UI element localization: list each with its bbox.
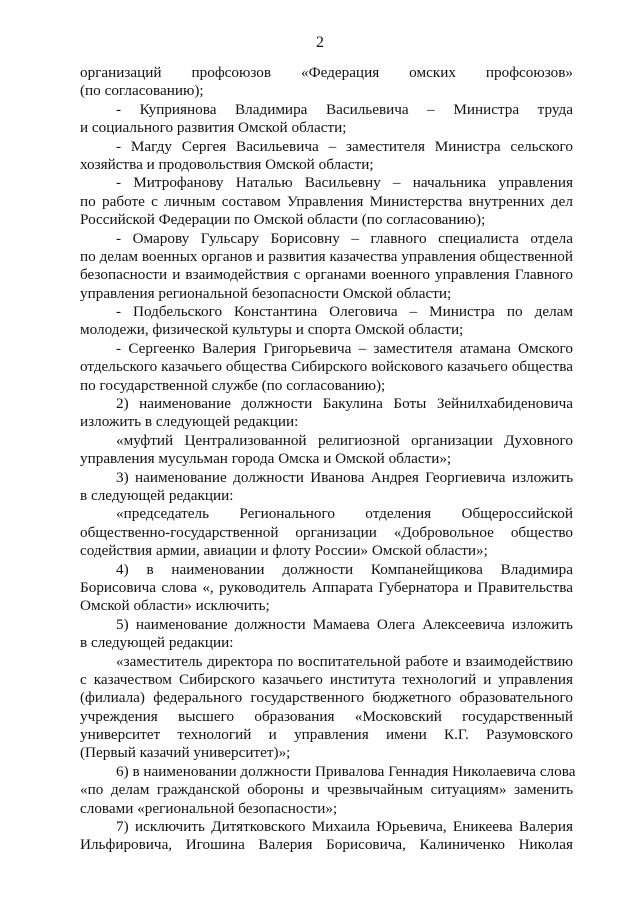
text-line: изложить в следующей редакции: <box>80 413 299 431</box>
text-line: «по делам гражданской обороны и чрезвычайным ситуациям» заменить <box>80 781 573 799</box>
text-line: содействия армии, авиации и флоту России» Омской области»; <box>80 542 488 560</box>
text-line: 2) наименование должности Бакулина Боты Зейнилхабиденовича <box>116 395 573 413</box>
text-line: отдельского казачьего общества Сибирского войскового казачьего общества <box>80 358 573 376</box>
text-line: словами «региональной безопасности»; <box>80 799 338 817</box>
text-line: - Омарову Гульсару Борисовну – главного специалиста отдела <box>116 229 573 247</box>
text-line: по работе с личным составом Управления Министерства внутренних дел <box>80 192 573 210</box>
text-line: в следующей редакции: <box>80 486 234 504</box>
text-line: в следующей редакции: <box>80 634 234 652</box>
text-line: 4) в наименовании должности Компанейщикова Владимира <box>116 560 573 578</box>
text-line: по государственной службе (по согласованию); <box>80 376 386 394</box>
text-line: 7) исключить Дитятковского Михаила Юрьевича, Еникеева Валерия <box>116 818 573 836</box>
text-line: с казачеством Сибирского казачьего института технологий и управления <box>80 670 573 688</box>
page-number: 2 <box>316 34 324 51</box>
text-line: «заместитель директора по воспитательной работе и взаимодействию <box>116 652 573 670</box>
text-line: организаций профсоюзов «Федерация омских профсоюзов» <box>80 64 573 81</box>
text-line: - Подбельского Константина Олеговича – Министра по делам <box>116 303 573 321</box>
text-line: (Первый казачий университет)»; <box>80 744 291 762</box>
text-line: Ильфировича, Игошина Валерия Борисовича, Калиниченко Николая <box>80 836 573 854</box>
text-line: 6) в наименовании должности Привалова Геннадия Николаевича слова <box>116 762 576 780</box>
text-line: по делам военных органов и развития казачества управления общественной <box>80 247 573 265</box>
text-line: - Магду Сергея Васильевича – заместителя Министра сельского <box>116 137 573 155</box>
text-line: и социального развития Омской области; <box>80 119 347 137</box>
text-line: Борисовича слова «, руководитель Аппарата Губернатора и Правительства <box>80 578 573 596</box>
text-line: молодежи, физической культуры и спорта Омской области; <box>80 321 464 339</box>
text-line: хозяйства и продовольствия Омской области; <box>80 155 374 173</box>
text-line: университет технологий и управления имени К.Г. Разумовского <box>80 726 573 744</box>
text-line: (по согласованию); <box>80 82 204 100</box>
text-line: управления мусульман города Омска и Омской области»; <box>80 450 452 468</box>
text-line: «муфтий Централизованной религиозной организации Духовного <box>116 431 573 449</box>
text-line: - Сергеенко Валерия Григорьевича – заместителя атамана Омского <box>116 339 573 357</box>
text-line: - Куприянова Владимира Васильевича – Министра труда <box>116 100 573 118</box>
text-line: Российской Федерации по Омской области (по согласованию); <box>80 211 486 229</box>
text-line: «председатель Регионального отделения Общероссийской <box>116 505 573 523</box>
text-line: общественно-государственной организации «Добровольное общество <box>80 523 573 541</box>
text-line: - Митрофанову Наталью Васильевну – начальника управления <box>116 174 573 192</box>
text-line: 5) наименование должности Мамаева Олега Алексеевича изложить <box>116 615 573 633</box>
text-line: безопасности и взаимодействия с органами военного управления Главного <box>80 266 573 284</box>
text-line: (филиала) федерального государственного бюджетного образовательного <box>80 689 573 707</box>
text-line: 3) наименование должности Иванова Андрея Георгиевича изложить <box>116 468 573 486</box>
document-body <box>80 64 576 855</box>
text-line: учреждения высшего образования «Московский государственный <box>80 707 573 725</box>
text-line: управления региональной безопасности Омской области; <box>80 284 452 302</box>
text-line: Омской области» исключить; <box>80 597 270 615</box>
